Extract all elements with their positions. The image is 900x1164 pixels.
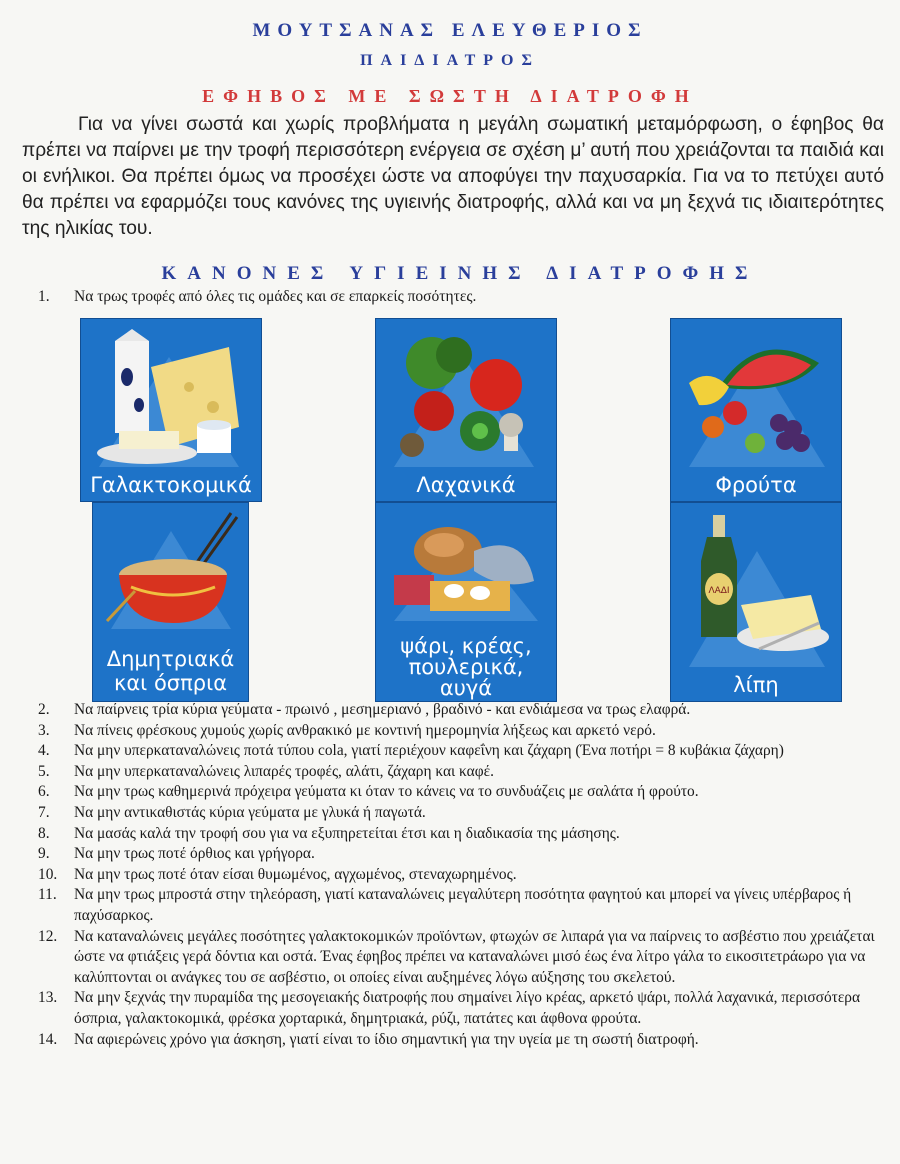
rule-text: Να μην τρως καθημερινά πρόχειρα γεύματα κι όταν το κάνεις να το συνδυάζεις με σαλάτα ή φρούτο. bbox=[74, 783, 699, 801]
rule-text: Να πίνεις φρέσκους χυμούς χωρίς ανθρακικό με κοντινή ημερομηνία λήξεως και αρκετό νερό. bbox=[74, 721, 656, 739]
rule-item bbox=[38, 700, 884, 721]
oil-bottle-label: ΛΑΔΙ bbox=[708, 586, 730, 596]
card-label: Γαλακτοκομικά bbox=[90, 473, 252, 497]
rule-text: Να μην υπερκαταναλώνεις λιπαρές τροφές, αλάτι, ζάχαρη και καφέ. bbox=[74, 762, 494, 780]
rule-text: Να μην τρως ποτέ όταν είσαι θυμωμένος, αγχωμένος, στεναχωρημένος. bbox=[74, 865, 517, 883]
rule-number: 3. bbox=[38, 721, 50, 739]
rule-text: Να τρως τροφές από όλες τις ομάδες και σε επαρκείς ποσότητες. bbox=[74, 288, 477, 305]
rule-number: 10. bbox=[38, 865, 58, 883]
card-label: Λαχανικά bbox=[416, 473, 516, 497]
card-cereals bbox=[92, 502, 249, 702]
rule-text: Να μην τρως ποτέ όρθιος και γρήγορα. bbox=[74, 845, 315, 863]
intro-paragraph: Για να γίνει σωστά και χωρίς προβλήματα η μεγάλη σωματική μεταμόρφωση, ο έφηβος θα πρέπει να παίρνει με την τροφή περισσότερη ενέργεια σε σχέση μ’ αυτή που χρειάζονται τα παιδιά και οι ενήλικοι. Θα πρέπει όμως να προσέχει ώστε να αποφύγει την παχυσαρκία. Για να το πετύχει αυτό θα πρέπει να εφαρμόζει τους κανόνες της υγιεινής διατροφής, αλλά και να μη ξεχνά τις ιδιαιτερότητες της ηλικίας του. bbox=[22, 114, 884, 239]
fruits-icon bbox=[679, 327, 833, 469]
rule-text: Να παίρνεις τρία κύρια γεύματα - πρωινό , μεσημεριανό , βραδινό - και ενδιάμεσα να τρως ελαφρά. bbox=[74, 701, 691, 718]
rule-number: 5. bbox=[38, 762, 50, 780]
card-label-group bbox=[376, 636, 556, 699]
rule-item bbox=[38, 803, 884, 824]
rule-item bbox=[38, 288, 476, 306]
document-title: ΕΦΗΒΟΣ ΜΕ ΣΩΣΤΗ ΔΙΑΤΡΟΦΗ bbox=[202, 86, 698, 106]
card-label-line: ψάρι, κρέας, bbox=[400, 634, 532, 658]
rule-item bbox=[38, 865, 884, 886]
card-label-group bbox=[93, 647, 248, 695]
rule-item bbox=[38, 721, 884, 742]
vegetables-icon bbox=[384, 327, 548, 469]
doctor-role: ΠΑΙΔΙΑΤΡΟΣ bbox=[360, 52, 540, 69]
card-label: Φρούτα bbox=[715, 473, 797, 497]
card-dairy bbox=[80, 318, 262, 502]
doctor-name: ΜΟΥΤΣΑΝΑΣ ΕΛΕΥΘΕΡΙΟΣ bbox=[252, 20, 648, 41]
rule-number: 12. bbox=[38, 927, 58, 945]
rule-text: Να μασάς καλά την τροφή σου για να εξυπηρετείται έτσι και η διαδικασία της μάσησης. bbox=[74, 824, 620, 842]
rule-item bbox=[38, 824, 884, 845]
rule-number: 14. bbox=[38, 1030, 58, 1048]
rule-number: 8. bbox=[38, 824, 50, 842]
rule-item bbox=[38, 1030, 884, 1051]
rule-number: 4. bbox=[38, 742, 50, 760]
rule-number: 2. bbox=[38, 701, 50, 718]
card-label: λίπη bbox=[733, 673, 779, 697]
card-protein bbox=[375, 502, 557, 702]
rules-list bbox=[38, 700, 884, 1050]
card-fats bbox=[670, 502, 842, 702]
rule-item bbox=[38, 844, 884, 865]
cereals-icon bbox=[101, 511, 240, 631]
protein-icon bbox=[384, 511, 548, 623]
rule-text: Να μην ξεχνάς την πυραμίδα της μεσογειακής διατροφής που σημαίνει λίγο κρέας, αρκετό ψάρι, πολλά λαχανικά, περισσότερα όσπρια, γαλακτοκομικά, φρέσκα χορταρικά, δημητριακά, ρύζι, πατάτες και άφθονα φρούτα. bbox=[74, 989, 861, 1027]
card-label-line: και όσπρια bbox=[113, 671, 228, 695]
rule-number: 6. bbox=[38, 783, 50, 801]
rule-number: 7. bbox=[38, 803, 50, 821]
rule-text: Να μην αντικαθιστάς κύρια γεύματα με γλυκά ή παγωτά. bbox=[74, 803, 426, 821]
rule-item bbox=[38, 885, 884, 926]
rule-number: 13. bbox=[38, 989, 58, 1007]
dairy-icon bbox=[89, 327, 253, 469]
rule-item bbox=[38, 741, 884, 762]
card-label-line: αυγά bbox=[439, 676, 493, 700]
card-label-line: Δημητριακά bbox=[106, 647, 235, 671]
rules-heading: ΚΑΝΟΝΕΣ ΥΓΙΕΙΝΗΣ ΔΙΑΤΡΟΦΗΣ bbox=[161, 263, 759, 284]
rule-text: Να μην τρως μπροστά στην τηλεόραση, γιατί καταναλώνεις μεγαλύτερη ποσότητα φαγητού και μπορεί να γίνεις υπέρβαρος ή παχύσαρκος. bbox=[74, 886, 852, 924]
card-label-line: πουλερικά, bbox=[408, 655, 524, 679]
rule-number: 11. bbox=[38, 886, 57, 904]
card-fruits bbox=[670, 318, 842, 502]
rule-text: Να αφιερώνεις χρόνο για άσκηση, γιατί είναι το ίδιο σημαντική για την υγεία με τη σωστή διατροφή. bbox=[74, 1030, 699, 1048]
card-vegetables bbox=[375, 318, 557, 502]
rule-item bbox=[38, 762, 884, 783]
rule-text: Να μην υπερκαταναλώνεις ποτά τύπου cola, γιατί περιέχουν καφεΐνη και ζάχαρη (Ένα ποτήρι = 8 κυβάκια ζάχαρη) bbox=[74, 742, 784, 760]
rule-number: 1. bbox=[38, 288, 50, 305]
rule-text: Να καταναλώνεις μεγάλες ποσότητες γαλακτοκομικών προϊόντων, φτωχών σε λιπαρά για να παίρνεις το ασβέστιο που χρειάζεται ώστε να φτιάξεις γερά δόντια και οστά. Ένας έφηβος πρέπει να καταναλώνει μισό έως ένα λίτρο γάλα το εικοσιτετράωρο για να καλύπτονται οι ανάγκες του σε ασβέστιο, οι οποίες είναι αυξημένες λόγω αύξησης του σκελετού. bbox=[74, 927, 875, 986]
rule-item bbox=[38, 988, 884, 1029]
rule-item bbox=[38, 782, 884, 803]
rule-item bbox=[38, 927, 884, 989]
fats-icon bbox=[679, 511, 833, 669]
rule-number: 9. bbox=[38, 845, 50, 863]
